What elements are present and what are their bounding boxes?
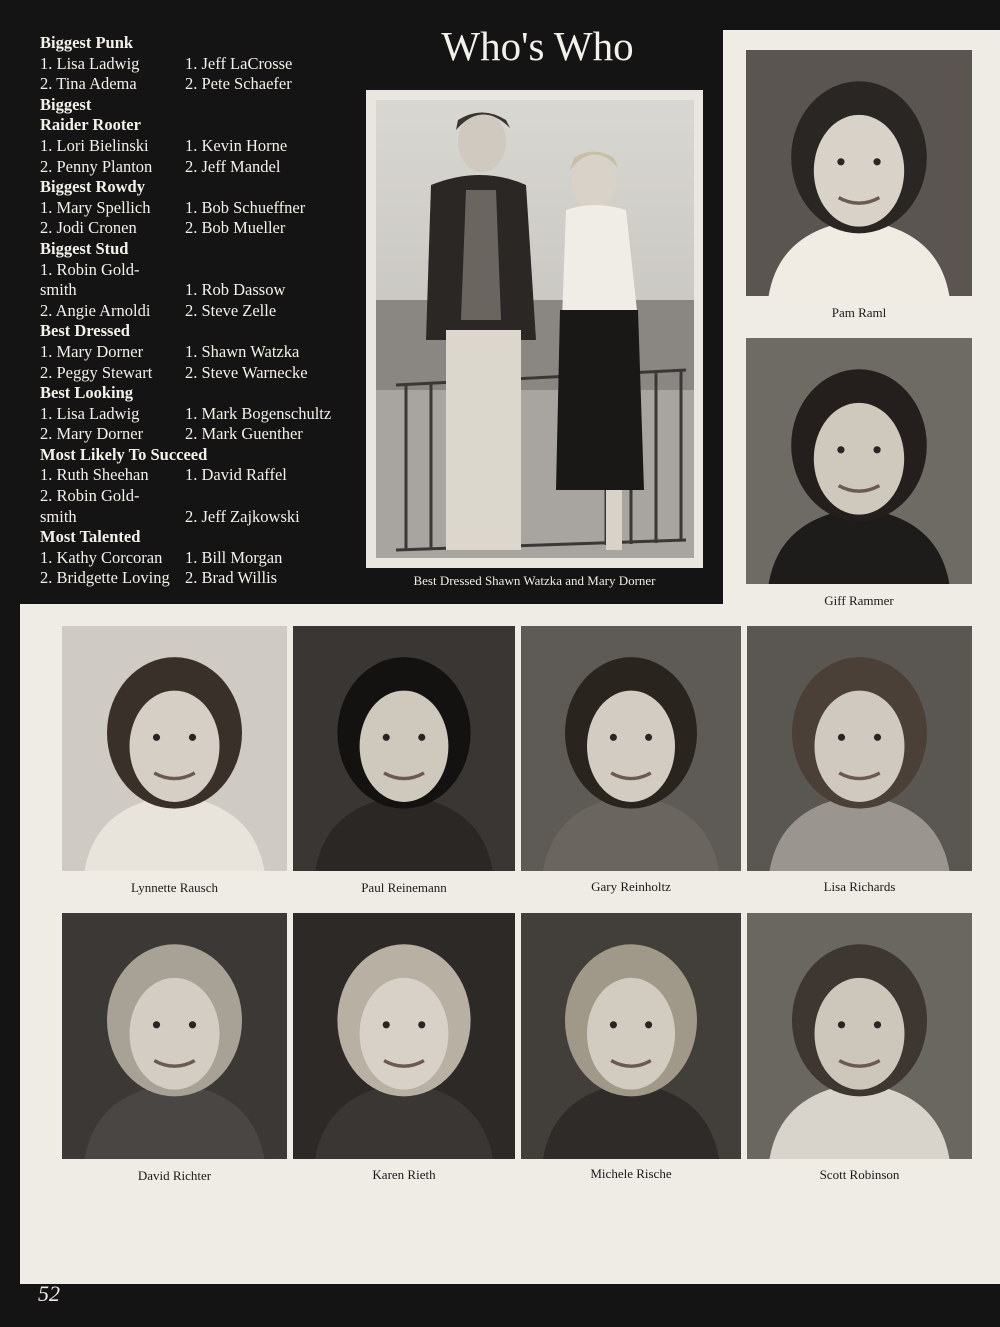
girl-winner: 2. Robin Gold-: [40, 486, 140, 506]
boy-winner: 1. David Raffel: [185, 465, 287, 485]
award-row: [40, 404, 370, 425]
award-row: [40, 465, 370, 486]
page-title: Who's Who: [441, 23, 634, 69]
boy-winner: 2. Jeff Zajkowski: [185, 506, 300, 526]
page-number: 52: [38, 1281, 60, 1306]
category-heading: Most Likely To Succeed: [40, 444, 208, 464]
boy-winner: 2. Steve Warnecke: [185, 362, 308, 382]
category-heading: Biggest Rowdy: [40, 177, 145, 197]
portrait-caption: Scott Robinson: [819, 1167, 900, 1182]
award-row: [40, 280, 370, 301]
award-row: [40, 74, 370, 95]
girl-winner: 1. Robin Gold-: [40, 259, 140, 279]
feature-caption: Best Dressed Shawn Watzka and Mary Dorner: [413, 573, 656, 588]
boy-winner: 1. Kevin Horne: [185, 135, 288, 155]
portrait-caption: Pam Raml: [831, 305, 887, 320]
girl-winner: 1. Lisa Ladwig: [40, 403, 140, 423]
portrait-caption: Paul Reinemann: [361, 880, 447, 895]
portrait-photo: [747, 913, 972, 1159]
award-row: [40, 424, 370, 445]
category-heading: Best Dressed: [40, 321, 130, 341]
award-row: [40, 218, 370, 239]
portrait-photo: [62, 626, 287, 871]
category-heading-line2: Raider Rooter: [40, 115, 141, 135]
category-heading: Most Talented: [40, 527, 141, 547]
award-row: [40, 568, 370, 589]
boy-winner: 1. Mark Bogenschultz: [185, 403, 332, 423]
award-row: [40, 342, 370, 363]
boy-winner: 2. Brad Willis: [185, 568, 278, 588]
category-heading: Biggest Punk: [40, 33, 134, 52]
portrait-photo: [62, 913, 287, 1159]
award-row: [40, 260, 370, 281]
boy-winner: 2. Bob Mueller: [185, 218, 286, 238]
category-heading: Biggest: [40, 94, 92, 114]
boy-winner: 1. Jeff LaCrosse: [185, 53, 293, 73]
girl-winner: 1. Mary Spellich: [40, 197, 151, 217]
category-heading: Best Looking: [40, 383, 134, 403]
portrait-caption: Giff Rammer: [824, 593, 894, 608]
portrait-caption: Lynnette Rausch: [130, 880, 218, 895]
girl-winner: 1. Ruth Sheehan: [40, 465, 149, 485]
portrait-caption: Karen Rieth: [372, 1167, 436, 1182]
girl-winner: 2. Jodi Cronen: [40, 218, 137, 238]
boy-winner: 2. Steve Zelle: [185, 300, 277, 320]
girl-winner: 2. Mary Dorner: [40, 424, 144, 444]
girl-winner: 2. Angie Arnoldi: [40, 300, 151, 320]
girl-winner: 1. Lisa Ladwig: [40, 53, 140, 73]
feature-photo: [376, 100, 694, 558]
award-list: [40, 33, 370, 589]
boy-winner: 1. Bob Schueffner: [185, 197, 306, 217]
portrait-photo: [746, 338, 972, 584]
award-row: [40, 486, 370, 507]
girl-winner: 1. Mary Dorner: [40, 341, 144, 361]
portrait-photo: [747, 626, 972, 871]
award-row: [40, 198, 370, 219]
portrait-photo: [293, 626, 515, 871]
girl-winner: 2. Tina Adema: [40, 74, 137, 94]
boy-winner: 1. Shawn Watzka: [185, 341, 300, 361]
portrait-photo: [521, 913, 741, 1159]
boy-winner: 2. Mark Guenther: [185, 424, 303, 444]
girl-winner: smith: [40, 506, 77, 526]
boy-winner: [185, 486, 370, 507]
award-row: [40, 548, 370, 569]
portrait-photo: [746, 50, 972, 296]
portrait-caption: David Richter: [137, 1168, 212, 1183]
portrait-caption: Gary Reinholtz: [591, 879, 671, 894]
boy-winner: 2. Pete Schaefer: [185, 74, 292, 94]
award-row: [40, 301, 370, 322]
boy-winner: [185, 260, 370, 281]
girl-winner: 1. Kathy Corcoran: [40, 547, 163, 567]
girl-winner: 2. Peggy Stewart: [40, 362, 153, 382]
boy-winner: 2. Jeff Mandel: [185, 156, 281, 176]
portrait-photo: [521, 626, 741, 871]
portrait-photo: [293, 913, 515, 1159]
boy-winner: 1. Rob Dassow: [185, 280, 286, 300]
award-row: [40, 157, 370, 178]
award-row: [40, 136, 370, 157]
award-row: [40, 363, 370, 384]
award-row: [40, 507, 370, 528]
award-row: [40, 54, 370, 75]
girl-winner: smith: [40, 280, 77, 300]
portrait-caption: Lisa Richards: [823, 879, 896, 894]
portrait-caption: Michele Rische: [590, 1166, 672, 1181]
category-heading: Biggest Stud: [40, 238, 129, 258]
girl-winner: 1. Lori Bielinski: [40, 135, 149, 155]
girl-winner: 2. Penny Planton: [40, 156, 153, 176]
girl-winner: 2. Bridgette Loving: [40, 568, 170, 588]
boy-winner: 1. Bill Morgan: [185, 547, 283, 567]
